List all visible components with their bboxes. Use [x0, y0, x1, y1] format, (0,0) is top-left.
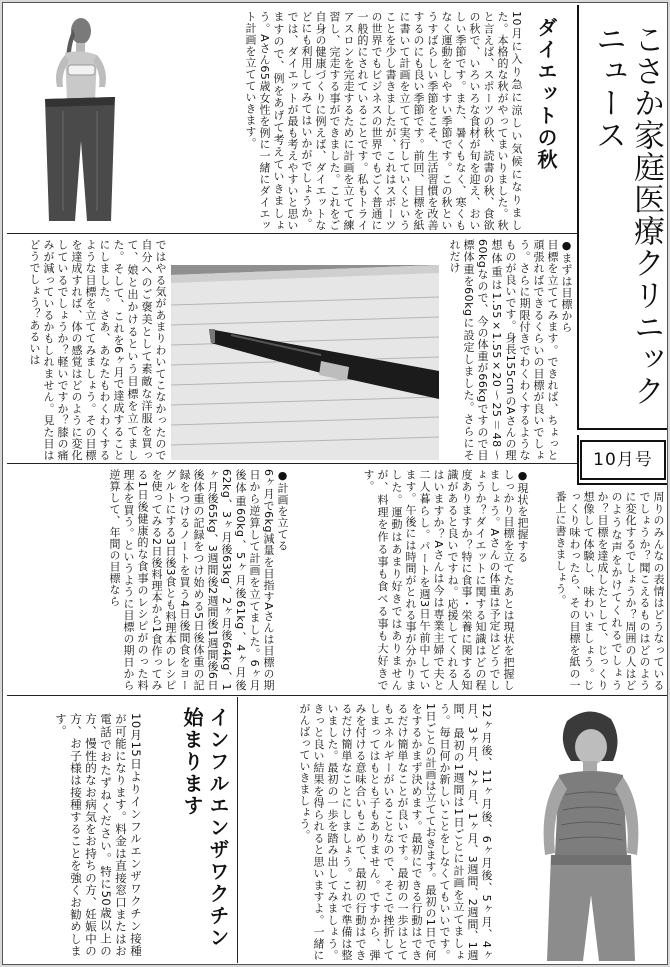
masthead — [577, 5, 668, 430]
divider-vertical-flu — [237, 697, 238, 963]
diet-status-column: ●現状を把握する しっかり目標を立てたあとは現状を把握しましょう。Aさんの体重は予定はどうでしょうか？ダイエットに関する知識はどの程度ありますか？特に食事・栄養に関する知識があると良いですね。応援してくれる人はいますか？Aさんは今は専業主婦で夫と二人暮らし。パートを週3日午前中しています。午後には時間がとれる事が分かりました。運動はあまり好きではありませんが、料理を作る事も食べる事も大好きです。 — [362, 469, 529, 691]
diet-success-illustration — [515, 705, 663, 961]
diet-intro-text — [151, 11, 523, 231]
diet-first-step-column: 12ヶ月後、11ヶ月後、6ヶ月後、5ヶ月、4ヶ月、3ヶ月、2ヶ月、1ヶ月、3週間、2週間、1週間、最初の1週間は1日ごとに計画を立てましょう。毎日何か新しいことをしなくてもいいです。1日ごとの計画は立てておきます。最初の1日で何をするかまず決めます。最初にできる行動はできるだけ簡単なことが良いです。最初の一歩はとてもエネルギーがいることなので、そこで挫折してしまってはもとも子もありません。ですから、弾みを付ける意味合いもこめて、最初の行動はできるだけ簡単なことにしましょう。これで準備は整いました。最初の一歩を踏み出してみましょう。きっと良い結果を得られると思いますよ。一緒にがんばっていきましょう。 — [298, 703, 493, 961]
diet-motivation-column: ではやる気があまりわいてこなかったので自分へのご褒美として素敵な洋服を買って、娘と出かけるという目標を立てました。そして、これを6ヶ月で達成することにしました。さあ、あなたもわくわくするような目標を立ててみましょう。その目標を達成すれば、体の感覚はどのように変化しているでしょうか？軽いですか？膝の痛みが減っているかもしれません。見た目はどうでしょう？あるいは — [28, 239, 167, 461]
divider-lower — [7, 695, 667, 696]
divider-top — [7, 233, 577, 234]
issue-label: 10月号 — [580, 440, 666, 480]
divider-middle — [7, 463, 577, 464]
newsletter-page — [2, 2, 668, 965]
flu-headline: インフルエンザワクチン始まります — [180, 707, 230, 949]
diet-woman-illustration — [23, 11, 123, 226]
diet-intro-p1: 10月に入り急に涼しい気候になりました。本格的な秋がやってまいりました。秋と言えば、スポーツの秋、読書の秋、食欲の秋で、いろいろな食材が旬を迎え、おいしい季節です。また、暑くもなく、寒くもなく運動をしやすい季節です。この秋というすばらしい季節をこそ、生活習慣を改善するのにも良い季節です。前回、目標を紙に書いて計画を立てて実行していくということを少し書きましたが、これはスポーツの世界でもビジネスの世界でもごく普通に一般的にされていることです。私もトライアスロンを完走するために計画を立てて練習し、完走する事ができました。これをご自身の健康づくりに例えば、ダイエットなどにも利用してみてはいかがでしょうか。 — [300, 11, 523, 231]
diet-headline: ダイエットの秋 — [534, 17, 558, 171]
diet-visualize-column: 周りのみんなの表情はどうなっているでしょうか？聞こえるものはどのように変化するでしょうか？周囲の人はどのような声をかけてくれるでしょうか？目標を達成したとして、じっくり想像して体験し、味わいましょう。じっくり味わったら、その目標を紙の一番上に書きましょう。 — [554, 491, 665, 691]
diet-intro-p2: では、ダイエットが最も考えやすいと思いますので、例をあげて考えていきましょう。Aさん65歳女性を例に一緒にダイエット計画を立てていきます。 — [244, 11, 299, 231]
flu-body: 10月15日よりインフルエンザワクチン接種が可能になります。料金は直接窓口またはお電話でおたずねください。特に50歳以上の方、慢性的なお病気をお持ちの方、妊娠中の方、お子様は接種することを強くお勧めします。 — [54, 713, 143, 957]
masthead-title: こさか家庭医療クリニックニュース — [590, 23, 664, 407]
pen-notebook-photo — [171, 265, 439, 460]
diet-goal-column: ●まずは目標から 目標を立ててみます。できれば、ちょっと頑張ればできるくらいの目標が良いでしょう。さらに期限付きでわくわくするようなものが良いです。身長155cmのAさんの理想体重は1.55×1.55×20〜25＝48〜60kgなので、今の体重が66kgですので目標体重を60kgに設定しました。さらにそれだけ — [448, 239, 573, 461]
diet-plan-column: ●計画を立てる 6ヶ月で6kg減量を目指すAさんは目標の期日から逆算して計画を立てました。6ヶ月後体重60kg、5ヶ月後61kg、4ヶ月後62kg、3ヶ月後63kg、2ヶ月後64kg、1ヶ月後65kg、3週間後2週間後1週間後6日後体重の記録をつけ始める5日後体重の記録をつけるノートを買う4日後間食をヨーグルトにする3日後3食とも料理本のレシピを使ってみる2日後料理本から1食作ってみる1日後健康的な食事のレシピがのった料理本を買う。というように目標の期日から逆算して、年間の目標なら — [108, 469, 289, 691]
